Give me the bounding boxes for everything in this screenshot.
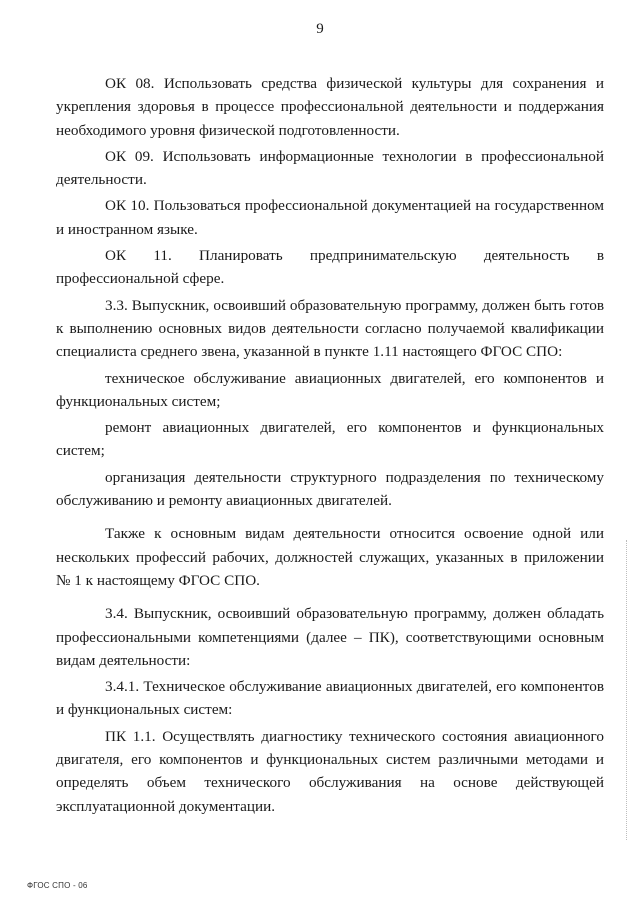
paragraph-ok-08: ОК 08. Использовать средства физической культуры для сохранения и укрепления здоровья в процессе профессиональной деятельности и поддержания необходимого уровня физической подготовленности. [56,75,604,139]
paragraph-additional-professions: Также к основным видам деятельности относится освоение одной или нескольких профессий рабочих, должностей служащих, указанных в приложении № 1 к настоящему ФГОС СПО. [56,525,604,589]
page-number: 9 [316,21,324,37]
list-item-organization: организация деятельности структурного подразделения по техническому обслуживанию и ремонту авиационных двигателей. [56,468,604,510]
list-item-maintenance: техническое обслуживание авиационных двигателей, его компонентов и функциональных систем; [56,369,604,410]
scan-edge-marks [626,540,628,840]
paragraph-ok-11: ОК 11. Планировать предпринимательскую деятельность в профессиональной сфере. [56,247,604,288]
paragraph-section-3-4-1: 3.4.1. Техническое обслуживание авиационных двигателей, его компонентов и функциональных систем: [56,678,604,719]
paragraph-section-3-4: 3.4. Выпускник, освоивший образовательную программу, должен обладать профессиональными компетенциями (далее – ПК), соответствующими основным видам деятельности: [56,605,604,669]
paragraph-section-3-3: 3.3. Выпускник, освоивший образовательную программу, должен быть готов к выполнению основных видов деятельности согласно получаемой квалификации специалиста среднего звена, указанной в пункте 1.11 настоящего ФГОС СПО: [56,296,604,361]
list-item-repair: ремонт авиационных двигателей, его компонентов и функциональных систем; [56,419,604,460]
document-body [56,72,604,821]
paragraph-pk-1-1: ПК 1.1. Осуществлять диагностику технического состояния авиационного двигателя, его компонентов и функциональных систем различными методами и определять объем технического обслуживания на основе действующей эксплуатационной документации. [56,727,604,815]
paragraph-ok-10: ОК 10. Пользоваться профессиональной документацией на государственном и иностранном языке. [56,197,604,238]
paragraph-ok-09: ОК 09. Использовать информационные технологии в профессиональной деятельности. [56,147,604,189]
footer-label: ФГОС СПО - 06 [27,881,88,890]
